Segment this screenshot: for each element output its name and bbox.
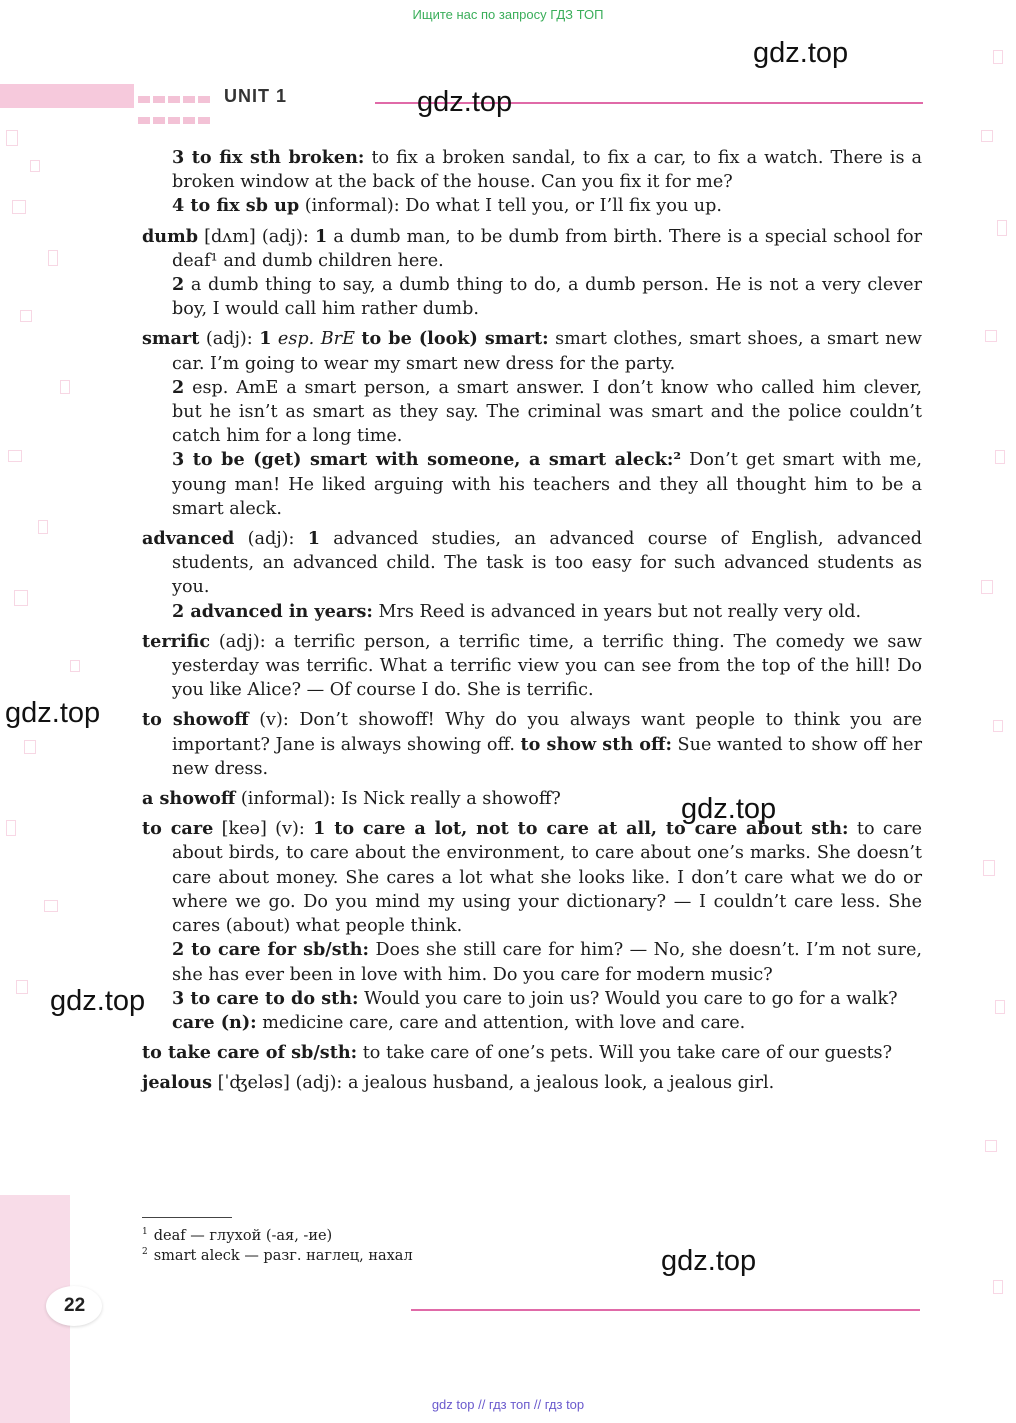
- top-banner: Ищите нас по запросу ГДЗ ТОП: [412, 7, 604, 22]
- watermark: gdz.top: [661, 1245, 757, 1277]
- entry-headline: smart (adj): 1 esp. BrE to be (look) smart: smart clothes, smart shoes, a smart new car. I’m going to wear my smart new dress for the party.: [142, 328, 922, 374]
- entry-headline: advanced (adj): 1 advanced studies, an advanced course of English, advanced students, an advanced child. The task is too easy for such advanced students as you.: [142, 528, 922, 598]
- unit-color-bar: [0, 84, 134, 108]
- footnote-rule: [142, 1217, 232, 1218]
- entry-advanced: [142, 527, 922, 624]
- entry-jealous: jealous [ˈʤeləs] (adj): a jealous husband, a jealous look, a jealous girl.: [142, 1072, 775, 1094]
- sense: 2 esp. AmE a smart person, a smart answer. I don’t know who called him clever, but he isn’t as smart as they say. The criminal was smart and the police couldn’t catch him for a long time.: [172, 376, 922, 447]
- sense: 3 to care to do sth: Would you care to join us? Would you care to go for a walk?: [172, 987, 898, 1009]
- unit-label: UNIT 1: [224, 86, 288, 106]
- watermark: gdz.top: [417, 86, 513, 118]
- sense: 3 to fix sth broken: to fix a broken sandal, to fix a car, to fix a watch. There is a broken window at the back of the house. Can you fix it for me?: [172, 147, 922, 193]
- footnotes: [142, 1226, 413, 1266]
- watermark: gdz.top: [753, 37, 849, 69]
- watermark: gdz.top: [5, 697, 101, 729]
- sense: 2 advanced in years: Mrs Reed is advanced in years but not really very old.: [172, 600, 862, 622]
- sense: 4 to fix sb up (informal): Do what I tell you, or I’ll fix you up.: [172, 195, 722, 217]
- entry-a-showoff: a showoff (informal): Is Nick really a showoff?: [142, 788, 561, 810]
- sense: 2 a dumb thing to say, a dumb thing to do, a dumb person. He is not a very clever boy, I would call him rather dumb.: [172, 274, 922, 320]
- watermark: gdz.top: [50, 985, 146, 1017]
- entry-to-showoff: to showoff (v): Don’t showoff! Why do you always want people to think you are important? Jane is always showing off. to show sth off: Sue wanted to show off her new dress.: [142, 709, 922, 779]
- entry-headline: to care [keə] (v): 1 to care a lot, not to care at all, to care about sth: to care about birds, to care about the environment, to care about one’s marks. She doesn’t care about money. She cares a lot what she looks like. I don’t care what we do or where we go. Do you mind my using your dictionary? — I couldn’t care less. She cares (about) what people think.: [142, 818, 923, 937]
- dictionary-content: [142, 146, 922, 1102]
- sense: care (n): medicine care, care and attention, with love and care.: [172, 1011, 746, 1033]
- decorative-pattern-right: [975, 40, 1016, 1390]
- bottom-links[interactable]: gdz top // гдз топ // гдз top: [431, 1397, 585, 1412]
- entry-to-care: [142, 817, 922, 1035]
- entry-smart: [142, 327, 922, 521]
- entry-terrific: terrific (adj): a terrific person, a terrific time, a terrific thing. The comedy we saw yesterday was terrific. What a terrific view you can see from the top of the hill! Do you like Alice? — Of course I do. She is terrific.: [142, 630, 922, 701]
- entry-dumb: [142, 225, 922, 322]
- entry-to-take-care: to take care of sb/sth: to take care of one’s pets. Will you take care of our guests?: [142, 1042, 893, 1064]
- footnote: $^2$ smart aleck — разг. наглец, нахал: [142, 1247, 413, 1264]
- footer-rule: [411, 1309, 920, 1311]
- decorative-pattern-left: [0, 120, 130, 1120]
- watermark: gdz.top: [681, 793, 777, 825]
- sense: 3 to be (get) smart with someone, a smart aleck:² Don’t get smart with me, young man! He liked arguing with his teachers and they all thought him to be a smart aleck.: [172, 449, 922, 519]
- entry-headline: dumb [dʌm] (adj): 1 a dumb man, to be dumb from birth. There is a special school for deaf¹ and dumb children here.: [142, 225, 922, 271]
- footnote: $^1$ deaf — глухой (-ая, -ие): [142, 1227, 333, 1244]
- entry-fix-continuation: [142, 146, 922, 219]
- unit-squares: [138, 88, 213, 128]
- page-number: 22: [64, 1295, 86, 1316]
- sense: 2 to care for sb/sth: Does she still care for him? — No, she doesn’t. I’m not sure, she has ever been in love with him. Do you care for modern music?: [172, 939, 923, 985]
